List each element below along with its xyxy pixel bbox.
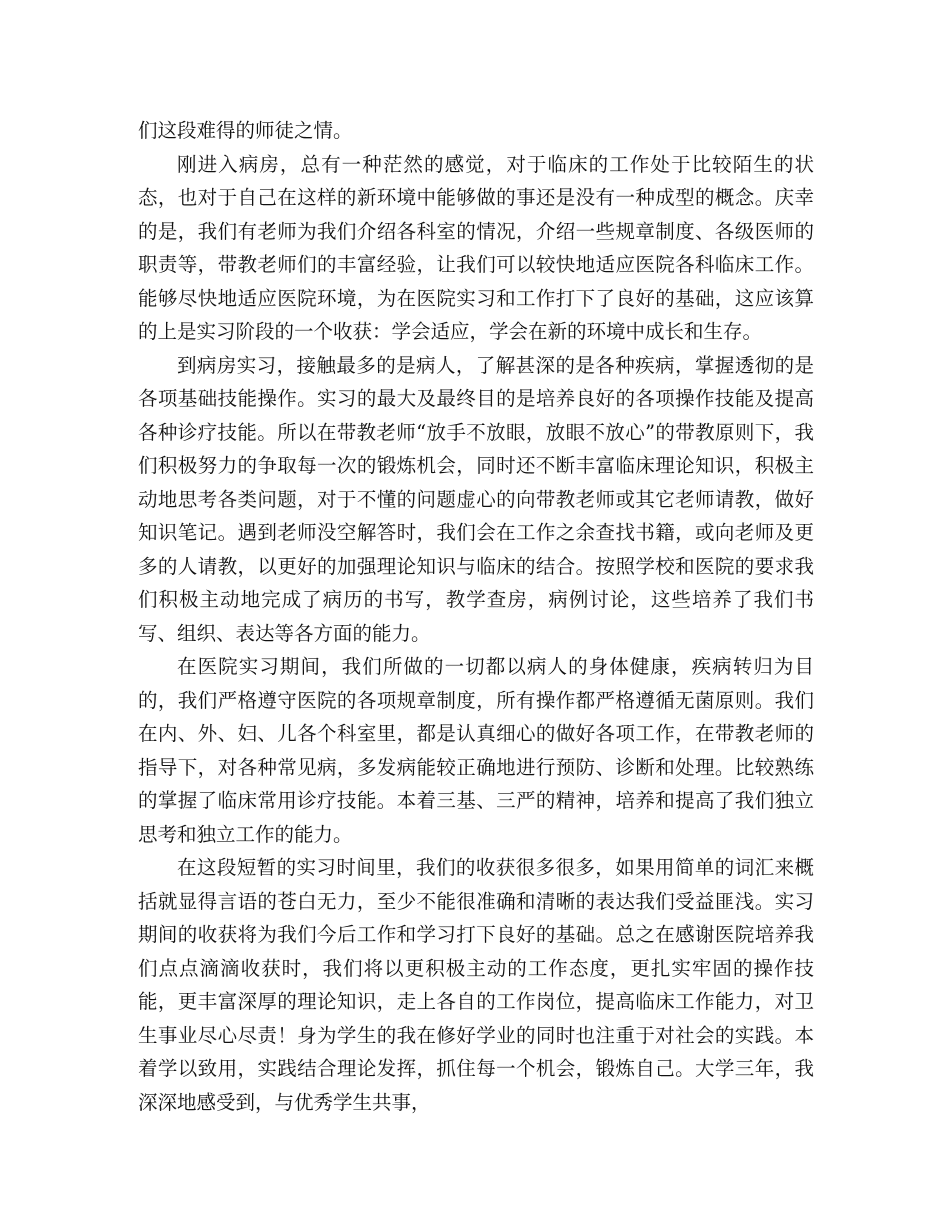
paragraph-1: 们这段难得的师徒之情。 xyxy=(138,119,353,142)
paragraph-5: 在这段短暂的实习时间里，我们的收获很多很多，如果用简单的词汇来概括就显得言语的苍白无力，至少不能很准确和清晰的表达我们受益匪浅。实习期间的收获将为我们今后工作和学习打下良好的基础。总之在感谢医院培养我们点点滴滴收获时，我们将以更积极主动的工作态度，更扎实牢固的操作技能，更丰富深厚的理论知识，走上各自的工作岗位，提高临床工作能力，对卫生事业尽心尽责！身为学生的我在修好学业的同时也注重于对社会的实践。本着学以致用，实践结合理论发挥，抓住每一个机会，锻炼自己。大学三年，我深深地感受到，与优秀学生共事， xyxy=(138,856,814,1114)
document-body xyxy=(138,114,814,1119)
paragraph-3: 到病房实习，接触最多的是病人，了解甚深的是各种疾病，掌握透彻的是各项基础技能操作。实习的最大及最终目的是培养良好的各项操作技能及提高各种诊疗技能。所以在带教老师“放手不放眼，放眼不放心”的带教原则下，我们积极努力的争取每一次的锻炼机会，同时还不断丰富临床理论知识，积极主动地思考各类问题，对于不懂的问题虚心的向带教老师或其它老师请教，做好知识笔记。遇到老师没空解答时，我们会在工作之余查找书籍，或向老师及更多的人请教，以更好的加强理论知识与临床的结合。按照学校和医院的要求我们积极主动地完成了病历的书写，教学查房，病例讨论，这些培养了我们书写、组织、表达等各方面的能力。 xyxy=(138,353,814,645)
paragraph-4: 在医院实习期间，我们所做的一切都以病人的身体健康，疾病转归为目的，我们严格遵守医院的各项规章制度，所有操作都严格遵循无菌原则。我们在内、外、妇、儿各个科室里，都是认真细心的做好各项工作，在带教老师的指导下，对各种常见病，多发病能较正确地进行预防、诊断和处理。比较熟练的掌握了临床常用诊疗技能。本着三基、三严的精神，培养和提高了我们独立思考和独立工作的能力。 xyxy=(138,655,814,846)
paragraph-2: 刚进入病房，总有一种茫然的感觉，对于临床的工作处于比较陌生的状态，也对于自己在这样的新环境中能够做的事还是没有一种成型的概念。庆幸的是，我们有老师为我们介绍各科室的情况，介绍一些规章制度、各级医师的职责等，带教老师们的丰富经验，让我们可以较快地适应医院各科临床工作。能够尽快地适应医院环境，为在医院实习和工作打下了良好的基础，这应该算的上是实习阶段的一个收获：学会适应，学会在新的环境中成长和生存。 xyxy=(138,152,814,343)
